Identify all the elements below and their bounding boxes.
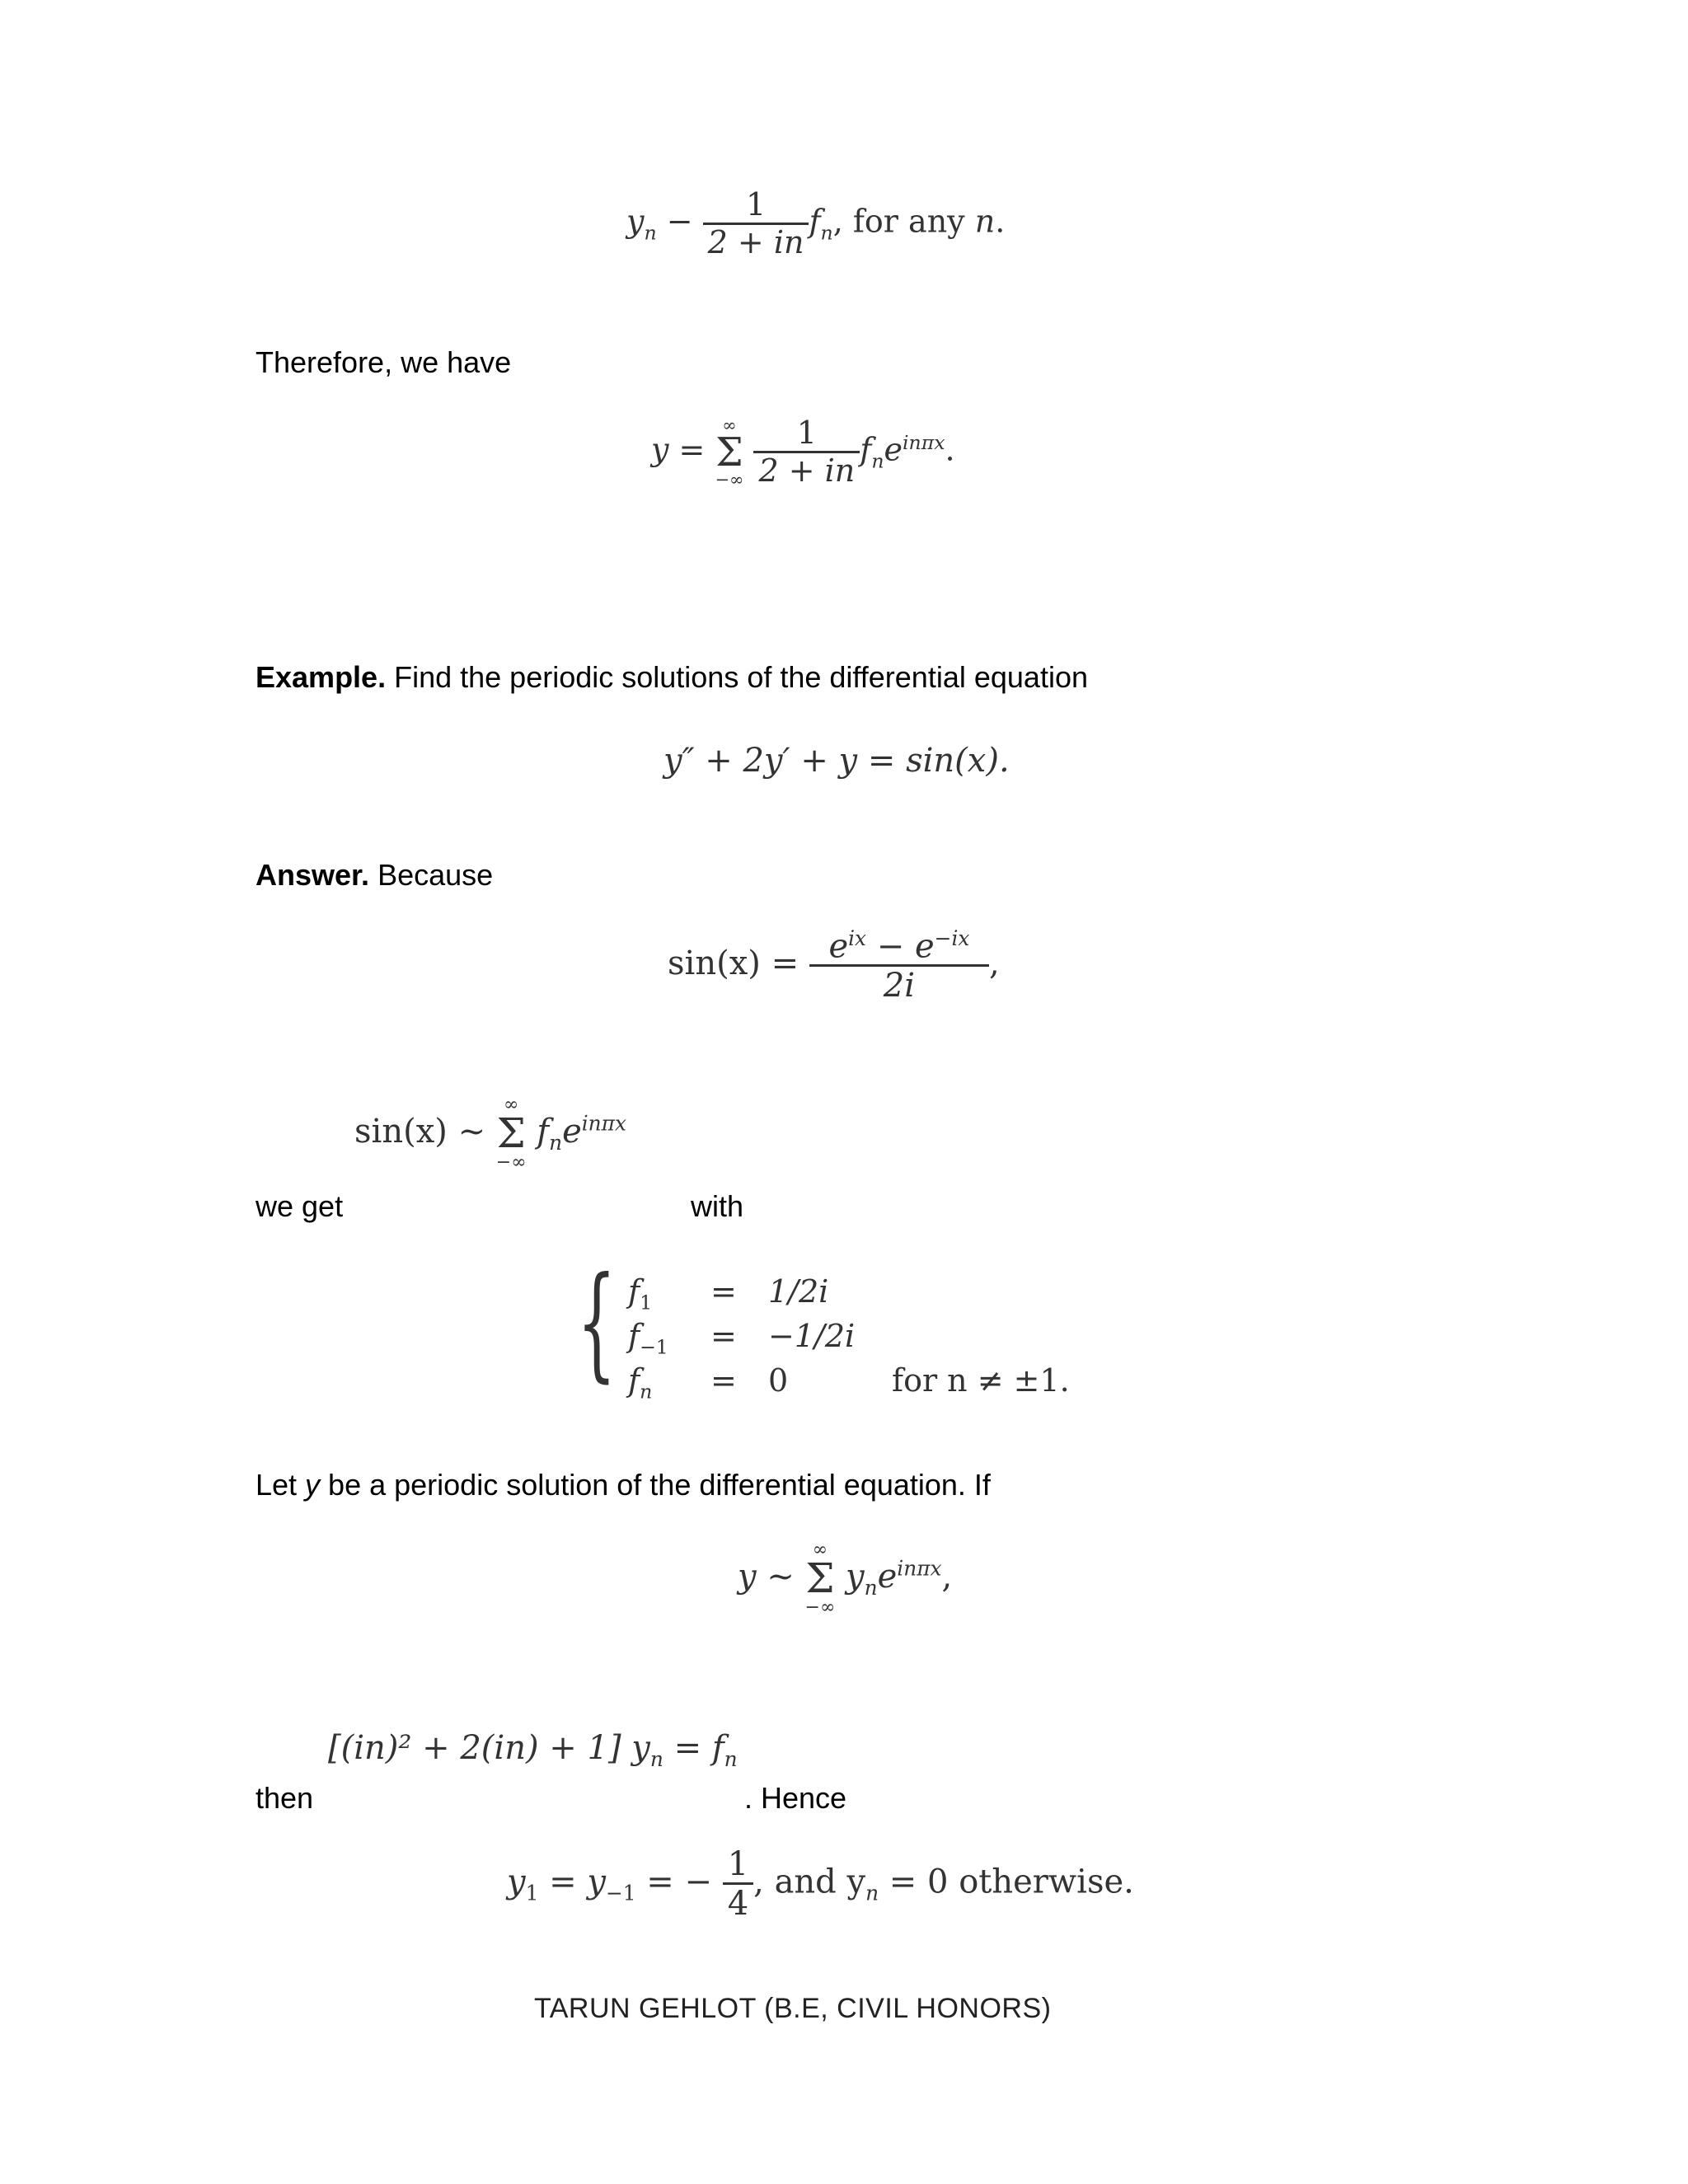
equation-sin-euler [668, 927, 1000, 1005]
let-post: be a periodic solution of the differential equation. If [320, 1468, 991, 1502]
sum-upper-limit: ∞ [722, 415, 737, 435]
rhs: = f [663, 1729, 724, 1767]
y-lhs: y ~ [738, 1557, 805, 1596]
numerator: 1 [745, 186, 767, 223]
period: . [995, 203, 1006, 240]
equation-coefficients [328, 1729, 738, 1771]
exponent: inπx [897, 1556, 942, 1581]
text-hence: . Hence [744, 1781, 847, 1815]
exponent: inπx [903, 431, 945, 455]
system-of-equations [628, 1269, 1090, 1403]
minus: − [656, 203, 703, 240]
var-y: y [846, 1557, 865, 1596]
sum-upper-limit: ∞ [504, 1094, 519, 1115]
row-rhs: −1/2i [768, 1318, 856, 1354]
subscript: −1 [640, 1335, 668, 1359]
fraction [723, 1846, 753, 1923]
and-y: , and y [753, 1863, 866, 1901]
numerator [823, 927, 974, 964]
text-we-get: we get [256, 1189, 344, 1223]
var-n: n [974, 203, 996, 240]
var-y: y [305, 1468, 321, 1502]
denominator: 4 [723, 1882, 753, 1923]
comma: , [941, 1557, 953, 1596]
left-brace: { [577, 1251, 617, 1394]
sub-n: n [865, 1881, 879, 1905]
summation [715, 417, 743, 489]
sum-upper-limit: ∞ [812, 1540, 828, 1560]
exponent: −ix [934, 926, 970, 950]
sigma-symbol: Σ [496, 1109, 526, 1157]
var-f: f [860, 431, 872, 468]
sigma-symbol: Σ [715, 429, 743, 476]
denominator: 2i [809, 964, 989, 1005]
sub-n: n [820, 221, 833, 245]
equals: = [668, 431, 715, 468]
equation-yn-fn [626, 188, 1005, 260]
equation-ode: y″ + 2y′ + y = sin(x). [663, 742, 1010, 780]
var-f: f [537, 1112, 550, 1151]
numerator: 1 [796, 415, 817, 451]
denominator: 2 + in [703, 223, 809, 261]
sum-lower-limit: −∞ [495, 1151, 527, 1173]
answer-body: Because [369, 858, 494, 892]
row-rhs: 1/2i [768, 1273, 829, 1310]
sigma-symbol: Σ [805, 1554, 835, 1602]
var-y: y [626, 203, 645, 240]
answer-label: Answer. [256, 858, 370, 892]
sub-n: n [649, 1747, 663, 1771]
let-paragraph [256, 1467, 991, 1503]
var-f: f [628, 1273, 640, 1310]
var-e: e [877, 1557, 898, 1596]
equals: = [710, 1273, 737, 1310]
equals-minus: = − [635, 1863, 712, 1901]
var-e: e [884, 431, 903, 468]
example-paragraph [256, 659, 1088, 696]
subscript: −1 [605, 1881, 636, 1905]
denominator: 2 + in [753, 451, 860, 490]
sin-lhs: sin(x) = [668, 944, 809, 983]
comma: , [989, 944, 1000, 983]
text-with: with [691, 1189, 744, 1223]
sub-n: n [864, 1575, 878, 1600]
fraction [809, 927, 989, 1005]
sin-lhs: sin(x) ~ [354, 1112, 496, 1151]
equation-y-series [651, 416, 955, 489]
system-row-3 [628, 1358, 1090, 1403]
minus: − [866, 927, 915, 966]
equals: = [710, 1362, 737, 1399]
var-e: e [828, 927, 849, 966]
var-f: f [628, 1318, 640, 1354]
answer-paragraph [256, 857, 493, 893]
sum-lower-limit: −∞ [715, 469, 744, 490]
system-row-2 [628, 1314, 1090, 1358]
var-y: = y [538, 1863, 606, 1901]
row-lhs [628, 1358, 652, 1414]
sub-n: n [724, 1747, 738, 1771]
system-row-1 [628, 1269, 1090, 1314]
exponent: inπx [581, 1111, 626, 1136]
subscript: 1 [525, 1881, 539, 1905]
sub-n: n [644, 221, 657, 245]
var-f: f [628, 1362, 640, 1399]
equation-result [507, 1846, 1134, 1923]
text-then: then [256, 1781, 314, 1815]
summation [496, 1096, 527, 1172]
exponent: ix [848, 926, 867, 950]
subscript: n [640, 1380, 653, 1404]
sub-n: n [871, 449, 884, 473]
numerator: 1 [727, 1845, 749, 1883]
fraction [703, 188, 809, 260]
equation-y-fourier [738, 1541, 952, 1617]
period: . [945, 431, 955, 468]
example-body: Find the periodic solutions of the differential equation [386, 660, 1088, 694]
lhs-bracket: [(in)² + 2(in) + 1] y [328, 1729, 650, 1767]
text-therefore: Therefore, we have [256, 345, 512, 379]
var-y: y [507, 1863, 526, 1901]
equals: = [710, 1318, 737, 1354]
subscript: 1 [640, 1291, 653, 1315]
var-e: e [915, 927, 935, 966]
let-pre: Let [256, 1468, 306, 1502]
sub-n: n [549, 1130, 563, 1155]
for-any: , for any [832, 203, 975, 240]
condition: for n ≠ ±1. [892, 1362, 1070, 1399]
var-e: e [562, 1112, 582, 1151]
footer-author: TARUN GEHLOT (B.E, CIVIL HONORS) [534, 1993, 1052, 2024]
row-rhs: 0 [768, 1362, 789, 1399]
fraction [753, 416, 860, 489]
var-y: y [651, 431, 669, 468]
sum-lower-limit: −∞ [804, 1596, 836, 1618]
example-label: Example. [256, 660, 387, 694]
equation-sin-series [354, 1096, 626, 1172]
otherwise: = 0 otherwise. [879, 1863, 1134, 1901]
var-f: f [809, 203, 821, 240]
summation [805, 1541, 836, 1617]
